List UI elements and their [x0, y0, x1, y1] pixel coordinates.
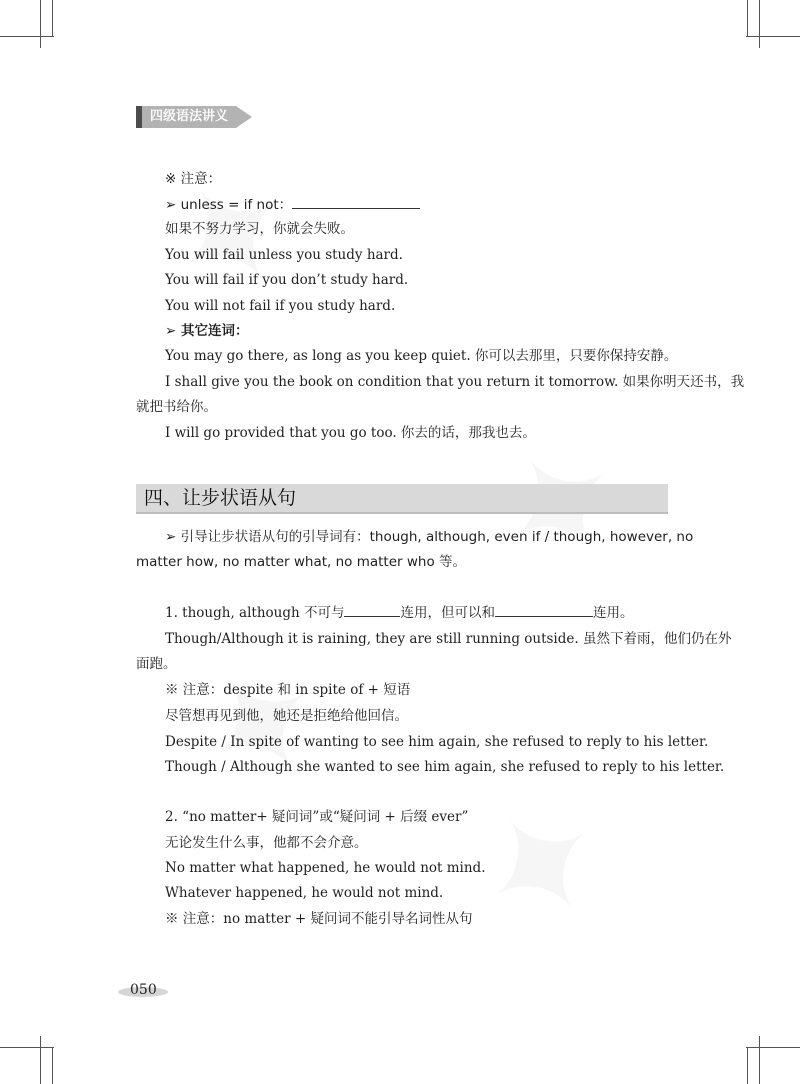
crop-mark	[0, 36, 54, 37]
example-line: You will fail unless you study hard.	[165, 247, 403, 263]
crop-mark	[40, 1036, 41, 1084]
example-line: You may go there, as long as you keep quiet. 你可以去那里，只要你保持安静。	[165, 348, 678, 364]
page-number-text: 050	[130, 982, 157, 998]
example-line: 如果不努力学习，你就会失败。	[165, 221, 354, 237]
example-line: You will not fail if you study hard.	[165, 298, 396, 314]
crop-mark	[746, 1047, 800, 1048]
crop-mark	[52, 1047, 53, 1084]
crop-mark	[0, 1047, 54, 1048]
rule-text: 连用。	[592, 605, 634, 621]
rule-line: 2. “no matter+ 疑问词”或“疑问词 + 后缀 ever”	[165, 809, 469, 825]
section-heading-band	[136, 484, 668, 514]
crop-mark	[747, 0, 748, 36]
example-line: You will fail if you don’t study hard.	[165, 272, 409, 288]
page-number	[118, 981, 168, 1001]
example-line: 尽管想再见到他，她还是拒绝给他回信。	[165, 708, 408, 724]
note-heading: ※ 注意：	[165, 171, 222, 187]
example-line: I will go provided that you go too. 你去的话，那我也去。	[165, 425, 536, 441]
crop-mark	[759, 0, 760, 48]
header-tip	[236, 106, 252, 128]
running-header	[136, 106, 252, 128]
example-line: Though/Although it is raining, they are still running outside. 虽然下着雨，他们仍在外	[165, 631, 732, 647]
fill-in-blank	[292, 196, 420, 209]
example-line: Though / Although she wanted to see him again, she refused to reply to his letter.	[165, 759, 725, 775]
crop-mark	[40, 0, 41, 48]
example-line: I shall give you the book on condition that you return it tomorrow. 如果你明天还书，我	[165, 374, 745, 390]
rule-text: 连用，但可以和	[400, 605, 495, 621]
unless-rule-text: unless = if not：	[180, 197, 293, 213]
example-line: 面跑。	[136, 656, 177, 672]
example-line: 就把书给你。	[136, 399, 217, 415]
example-line: No matter what happened, he would not mind.	[165, 860, 486, 876]
example-line: Despite / In spite of wanting to see him again, she refused to reply to his letter.	[165, 734, 709, 750]
intro-line: matter how, no matter what, no matter who 等。	[136, 554, 467, 570]
crop-mark	[759, 1036, 760, 1084]
arrow-bullet-icon: ➢	[165, 197, 177, 213]
section-title: 四、让步状语从句	[144, 487, 297, 509]
example-line: 无论发生什么事，他都不会介意。	[165, 835, 368, 851]
rule-text: 1. though, although 不可与	[165, 605, 345, 621]
crop-mark	[747, 1047, 748, 1084]
fill-in-blank	[495, 604, 593, 617]
example-line: Whatever happened, he would not mind.	[165, 885, 444, 901]
unless-rule	[165, 196, 420, 214]
other-conjunctions-text: 其它连词：	[181, 323, 249, 339]
intro-text: 引导让步状语从句的引导词有：though, although, even if / though, however, no	[180, 529, 694, 545]
header-label: 四级语法讲义	[142, 106, 236, 128]
arrow-bullet-icon: ➢	[165, 529, 177, 545]
intro-line	[165, 528, 693, 546]
fill-in-blank	[344, 604, 400, 617]
note-line: ※ 注意：despite 和 in spite of + 短语	[165, 682, 411, 698]
watermark-mark	[161, 620, 364, 835]
other-conjunctions-heading	[165, 322, 249, 340]
crop-mark	[746, 36, 800, 37]
note-line: ※ 注意：no matter + 疑问词不能引导名词性从句	[165, 911, 473, 927]
crop-mark	[52, 0, 53, 36]
arrow-bullet-icon: ➢	[165, 323, 177, 339]
rule-line	[165, 604, 633, 622]
